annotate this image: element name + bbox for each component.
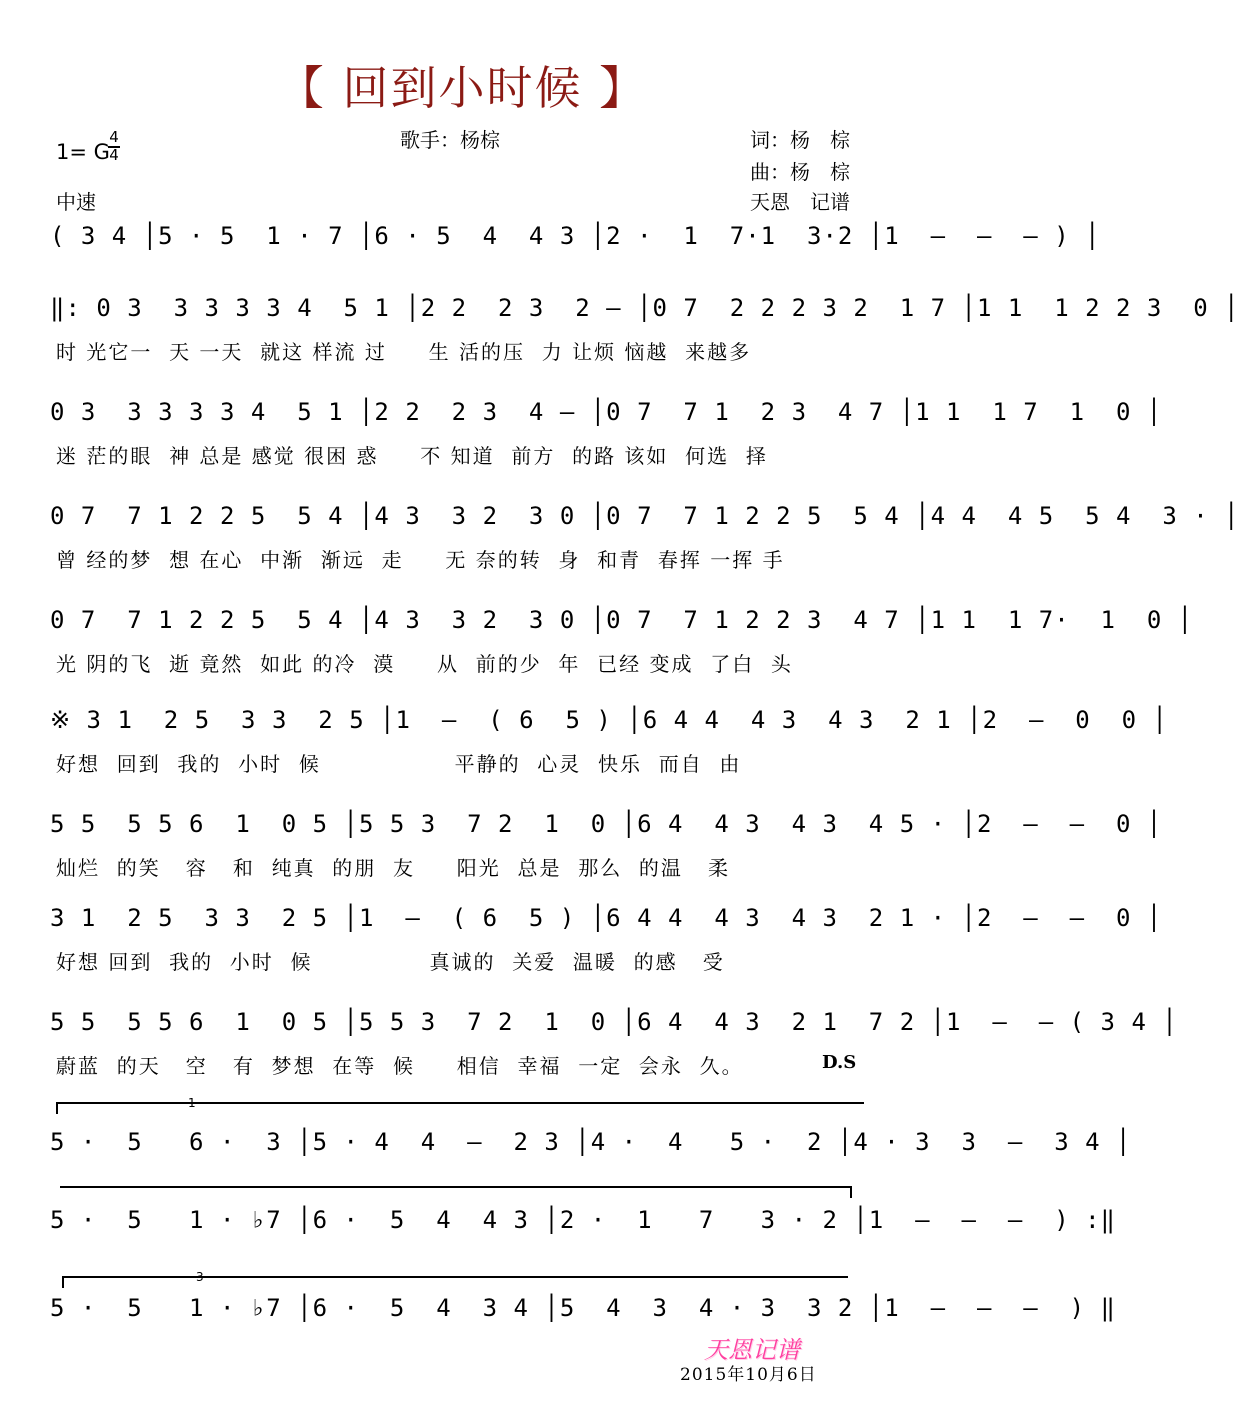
time-signature-denominator: 4 (109, 146, 119, 164)
transcriber-signature: 天恩记谱 (704, 1336, 800, 1364)
volta-bracket-3-left-edge (62, 1276, 64, 1288)
volta-bracket-1-left-edge (56, 1102, 58, 1114)
notation-line-10: 5 · 5 6 · 3 │5 · 4 4 – 2 3 │4 · 4 5 · 2 │4 · 3 3 – 3 4 │ (50, 1128, 1132, 1156)
volta-bracket-1-right-edge (850, 1186, 852, 1198)
notation-line-7: 5 5 5 5 6 1 0 5 │5 5 3 7 2 1 0 │6 4 4 3 4 3 4 5 · │2 – – 0 │ (50, 810, 1163, 838)
lyrics-line-8: 好想 回到 我的 小时 候 真诚的 关爱 温暖 的感 受 (56, 950, 725, 974)
lyrics-line-4: 曾 经的梦 想 在心 中渐 渐远 走 无 奈的转 身 和青 春挥 一挥 手 (56, 548, 785, 572)
volta-bracket-1 (56, 1102, 864, 1104)
lyricist-credit: 词：杨 棕 (750, 128, 850, 152)
tempo-marking: 中速 (56, 190, 96, 214)
notation-line-8: 3 1 2 5 3 3 2 5 │1 – ( 6 5 ) │6 4 4 4 3 4 3 2 1 · │2 – – 0 │ (50, 904, 1163, 932)
composer-credit: 曲：杨 棕 (750, 160, 850, 184)
volta-bracket-1-continued (60, 1186, 852, 1188)
volta-number-3: 3 (196, 1270, 204, 1284)
lyrics-line-6: 好想 回到 我的 小时 候 平静的 心灵 快乐 而自 由 (56, 752, 742, 776)
key-signature: 1= G (56, 140, 110, 164)
lyrics-line-2: 时 光它一 天 一天 就这 样流 过 生 活的压 力 让烦 恼越 来越多 (56, 340, 752, 364)
notation-line-11: 5 · 5 1 · ♭7 │6 · 5 4 4 3 │2 · 1 7 3 · 2 │1 – – – ) :‖ (50, 1206, 1116, 1234)
transcription-date: 2015年10月6日 (680, 1365, 817, 1385)
lyrics-line-3: 迷 茫的眼 神 总是 感觉 很困 惑 不 知道 前方 的路 该如 何选 择 (56, 444, 768, 468)
time-signature (108, 130, 120, 163)
score-title: 【 回到小时候 】 (277, 61, 648, 115)
lyrics-line-5: 光 阴的飞 逝 竟然 如此 的冷 漠 从 前的少 年 已经 变成 了白 头 (56, 652, 793, 676)
lyrics-line-9: 蔚蓝 的天 空 有 梦想 在等 候 相信 幸福 一定 会永 久。 (56, 1054, 744, 1078)
notation-line-5: 0 7 7 1 2 2 5 5 4 │4 3 3 2 3 0 │0 7 7 1 2 2 3 4 7 │1 1 1 7· 1 0 │ (50, 606, 1194, 634)
volta-bracket-3 (62, 1276, 848, 1278)
notation-line-1: ( 3 4 │5 · 5 1 · 7 │6 · 5 4 4 3 │2 · 1 7·1 3·2 │1 – – – ) │ (50, 222, 1101, 250)
notation-line-9: 5 5 5 5 6 1 0 5 │5 5 3 7 2 1 0 │6 4 4 3 2 1 7 2 │1 – – ( 3 4 │ (50, 1008, 1178, 1036)
notation-line-2: ‖: 0 3 3 3 3 3 4 5 1 │2 2 2 3 2 – │0 7 2 2 2 3 2 1 7 │1 1 1 2 2 3 0 │ (50, 294, 1240, 322)
notation-line-12: 5 · 5 1 · ♭7 │6 · 5 4 3 4 │5 4 3 4 · 3 3 2 │1 – – – ) ‖ (50, 1294, 1116, 1322)
time-signature-numerator: 4 (109, 128, 119, 146)
notation-line-4: 0 7 7 1 2 2 5 5 4 │4 3 3 2 3 0 │0 7 7 1 2 2 5 5 4 │4 4 4 5 5 4 3 · │ (50, 502, 1240, 530)
notation-line-3: 0 3 3 3 3 3 4 5 1 │2 2 2 3 4 – │0 7 7 1 2 3 4 7 │1 1 1 7 1 0 │ (50, 398, 1163, 426)
volta-number-1: 1 (188, 1096, 196, 1110)
transcriber-credit: 天恩 记谱 (750, 190, 850, 214)
dal-segno-mark: D.S (822, 1052, 857, 1073)
singer-credit: 歌手：杨棕 (400, 128, 500, 152)
notation-line-6: ※ 3 1 2 5 3 3 2 5 │1 – ( 6 5 ) │6 4 4 4 3 4 3 2 1 │2 – 0 0 │ (50, 706, 1169, 734)
lyrics-line-7: 灿烂 的笑 容 和 纯真 的朋 友 阳光 总是 那么 的温 柔 (56, 856, 731, 880)
